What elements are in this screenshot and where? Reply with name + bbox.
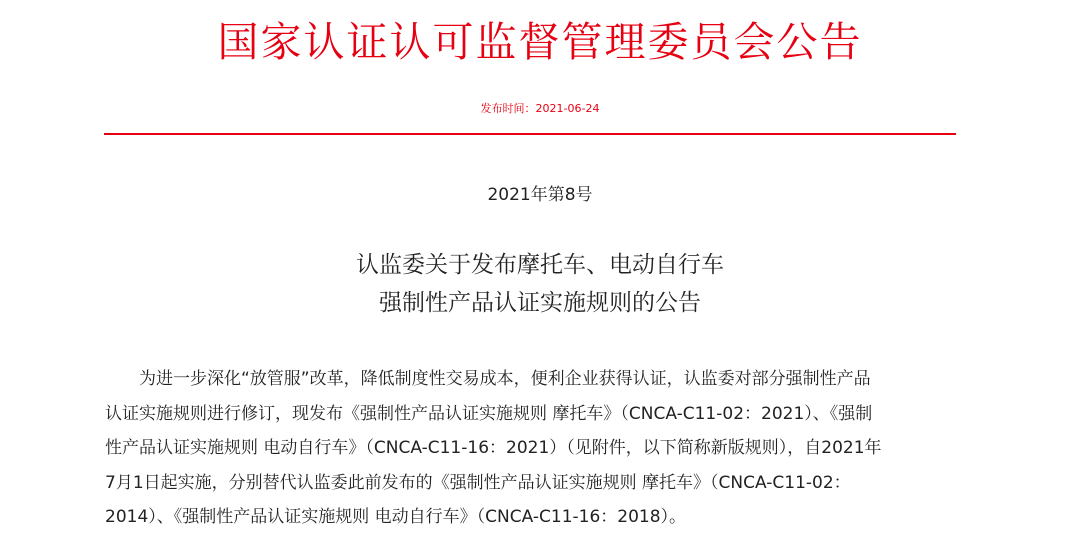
masthead-title: 国家认证认可监督管理委员会公告	[217, 18, 863, 66]
notice-title-line-2: 强制性产品认证实施规则的公告	[379, 290, 701, 316]
body-line-2: 认证实施规则进行修订，现发布《强制性产品认证实施规则 摩托车》（CNCA-C11-02：2021）、《强制	[105, 403, 873, 424]
notice-title	[0, 246, 1080, 322]
header-divider	[104, 133, 956, 135]
notice-title-line-1: 认监委关于发布摩托车、电动自行车	[356, 252, 724, 278]
notice-body	[105, 362, 957, 535]
body-line-4: 7月1日起实施，分别替代认监委此前发布的《强制性产品认证实施规则 摩托车》（CNCA-C11-02：	[105, 472, 851, 493]
body-line-5: 2014）、《强制性产品认证实施规则 电动自行车》（CNCA-C11-16：2018）。	[105, 507, 687, 527]
notice-number: 2021年第8号	[487, 185, 593, 205]
body-line-3: 性产品认证实施规则 电动自行车》（CNCA-C11-16：2021）（见附件，以下简称新版规则），自2021年	[105, 438, 882, 458]
publish-date: 发布时间：2021-06-24	[480, 102, 600, 115]
body-line-1: 为进一步深化“放管服”改革，降低制度性交易成本，便利企业获得认证，认监委对部分强制性产品	[139, 369, 871, 389]
